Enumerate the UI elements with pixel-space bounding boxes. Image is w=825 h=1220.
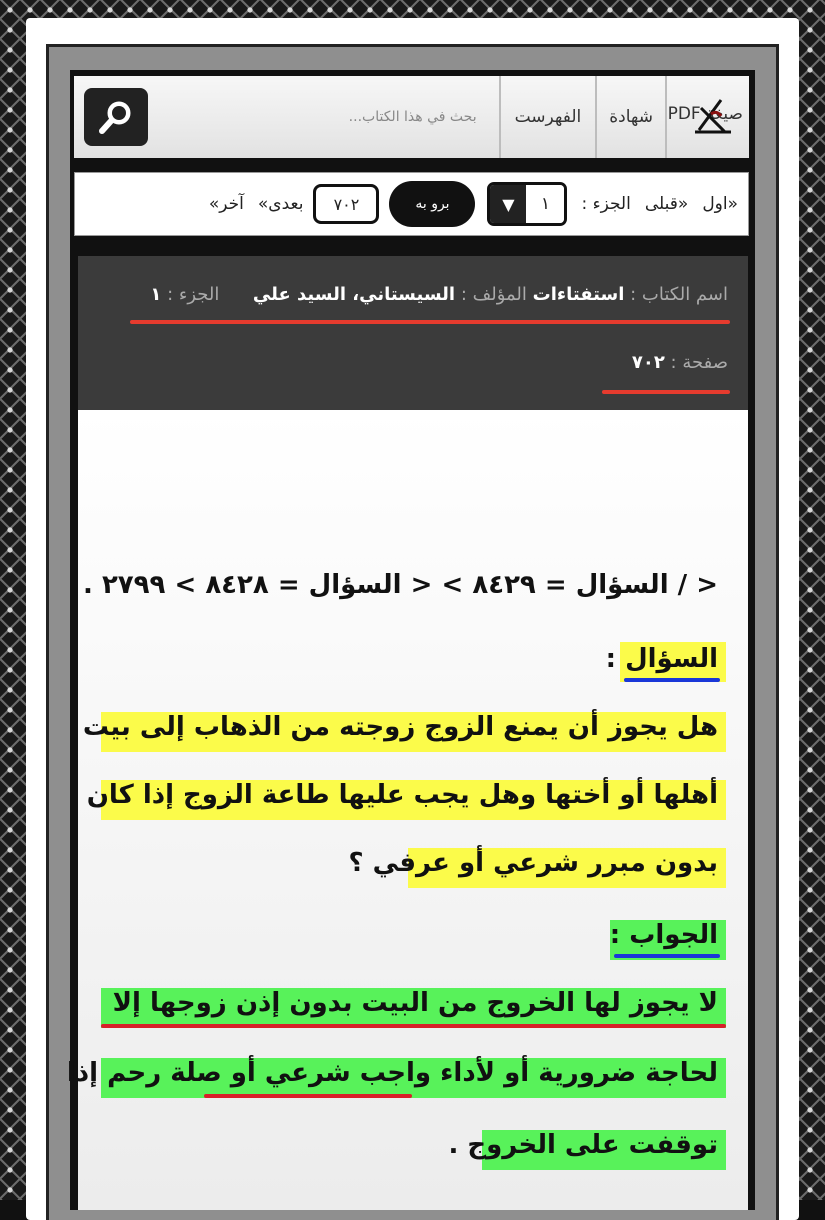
page-info-row <box>632 352 728 373</box>
search-icon <box>96 97 136 137</box>
red-underline <box>101 1024 726 1028</box>
page-info-value: ٧٠٢ <box>631 352 665 373</box>
red-underline <box>204 1094 412 1098</box>
last-page-link[interactable]: آخر» <box>208 194 244 214</box>
tab-certificate-label: شهادة <box>609 107 653 127</box>
answer-line: لحاجة ضرورية أو لأداء واجب شرعي أو صلة رحم إذا <box>66 1058 718 1088</box>
next-page-link[interactable]: بعدی» <box>257 194 304 214</box>
answer-underline <box>614 954 720 958</box>
tab-index[interactable] <box>499 76 596 158</box>
book-info <box>78 256 748 410</box>
tab-pdf-label: صيغة PDF <box>667 104 743 124</box>
page-number-input[interactable]: ٧٠٢ <box>313 184 379 224</box>
top-toolbar <box>74 76 749 158</box>
tab-index-label: الفهرست <box>514 107 582 127</box>
search-input[interactable] <box>148 76 499 158</box>
prev-page-link[interactable]: «قبلی <box>644 194 689 214</box>
book-label: اسم الكتاب : <box>630 284 728 305</box>
chevron-down-icon: ▼ <box>490 185 526 223</box>
author-name: السيستاني، السيد علي <box>252 284 456 305</box>
tab-pdf[interactable] <box>665 76 749 158</box>
author-label: المؤلف : <box>460 284 527 305</box>
answer-line: توقفت على الخروج . <box>448 1130 718 1160</box>
reference-line: < / السؤال = ٨٤٢٩ > < السؤال = ٨٤٢٨ > ٢٧٩٩ . <box>83 570 718 600</box>
book-info-row <box>150 284 728 305</box>
pdf-icon <box>691 94 735 138</box>
page-info-label: صفحة : <box>670 352 728 373</box>
part-info-label: الجزء : <box>167 284 220 305</box>
answer-line: لا يجوز لها الخروج من البيت بدون إذن زوجها إلا <box>112 988 718 1018</box>
answer-heading: الجواب : <box>609 920 718 950</box>
page-content <box>66 410 748 1210</box>
question-underline <box>624 678 720 682</box>
go-button[interactable]: برو به <box>389 181 475 227</box>
question-line: أهلها أو أختها وهل يجب عليها طاعة الزوج إذا كان <box>86 780 718 810</box>
book-name: استفتاءات <box>532 284 625 305</box>
tab-certificate[interactable] <box>595 76 665 158</box>
part-select[interactable] <box>487 182 567 226</box>
search-placeholder: بحث في هذا الكتاب... <box>348 109 477 125</box>
first-page-link[interactable]: «اول <box>702 194 738 214</box>
question-line: هل يجوز أن يمنع الزوج زوجته من الذهاب إلى بيت <box>82 712 718 742</box>
question-heading: السؤال : <box>605 644 718 674</box>
search-button[interactable] <box>84 88 148 146</box>
page-underline <box>602 390 730 394</box>
question-line: بدون مبرر شرعي أو عرفي ؟ <box>348 848 718 878</box>
part-info-value: ١ <box>150 284 162 305</box>
part-label: الجزء : <box>581 194 631 214</box>
pagination-bar <box>74 172 749 236</box>
title-underline <box>130 320 730 324</box>
part-select-value: ١ <box>526 185 564 223</box>
